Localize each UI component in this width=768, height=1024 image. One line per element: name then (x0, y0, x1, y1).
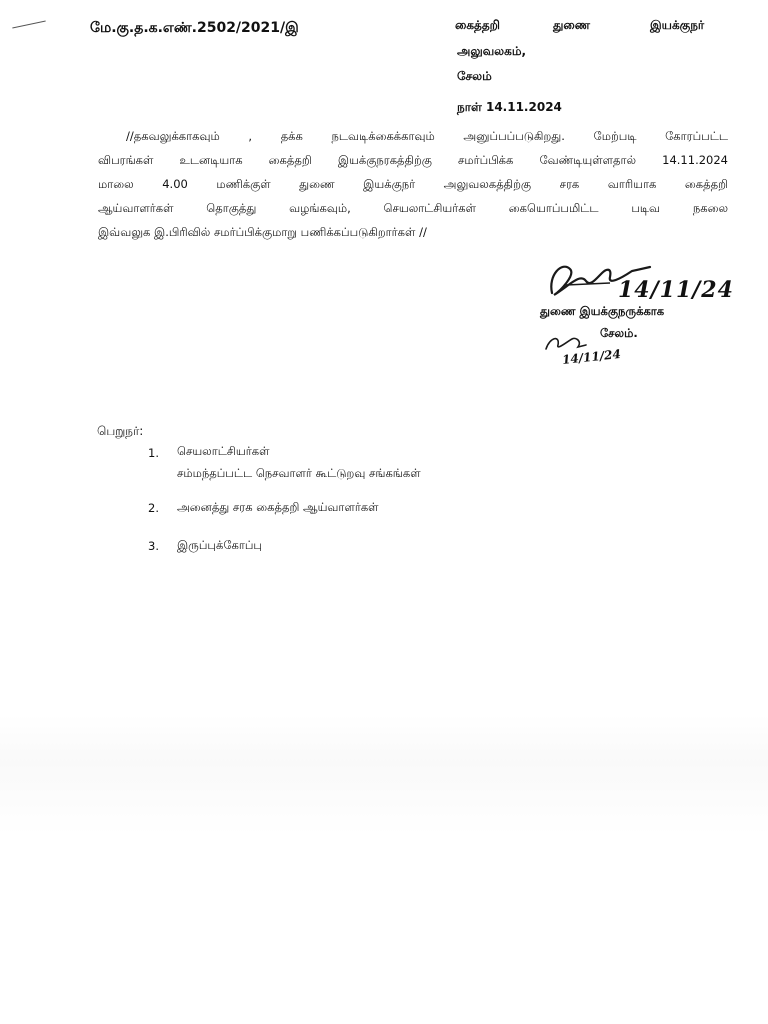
initial-date: 14/11/24 (561, 346, 622, 368)
scan-artifact (0, 715, 768, 835)
body-line: விபரங்கள் உடனடியாக கைத்தறி இயக்குநரகத்திற்கு சமர்ப்பிக்க வேண்டியுள்ளதால் 14.11.2024 (98, 153, 728, 167)
recipients-label: பெறுநர்: (97, 424, 144, 438)
recipient-number: 2. (148, 501, 159, 515)
recipient-number: 3. (148, 539, 159, 553)
office-line-2: அலுவலகம், (457, 44, 527, 58)
recipient-line: செயலாட்சியர்கள் (177, 444, 270, 458)
body-paragraph (98, 124, 728, 244)
office-word-1: கைத்தறி (455, 18, 500, 32)
signature-block (520, 255, 734, 375)
margin-mark (12, 20, 45, 28)
body-line: //தகவலுக்காகவும் , தக்க நடவடிக்கைக்காவும் அனுப்பப்படுகிறது. மேற்படி கோரப்பட்ட (126, 129, 728, 143)
office-city: சேலம் (457, 69, 492, 83)
body-line: மாலை 4.00 மணிக்குள் துணை இயக்குநர் அலுவலகத்திற்கு சரக வாரியாக கைத்தறி (98, 177, 728, 191)
body-line: ஆய்வாளர்கள் தொகுத்து வழங்கவும், செயலாட்சியர்கள் கையொப்பமிட்ட படிவ நகலை (98, 201, 728, 215)
reference-number: மே.கு.த.க.எண்.2502/2021/இ (90, 20, 299, 36)
office-word-3: இயக்குநர் (650, 18, 705, 32)
recipient-line: இருப்புக்கோப்பு (177, 538, 262, 552)
body-line: இவ்வலுக இ.பிரிவில் சமர்ப்பிக்குமாறு பணிக்கப்படுகிறார்கள் // (98, 225, 427, 239)
recipient-number: 1. (148, 446, 159, 460)
signature-designation: துணை இயக்குநருக்காக (540, 304, 665, 318)
document-date: நாள் 14.11.2024 (457, 100, 562, 114)
office-word-2: துணை (553, 18, 591, 32)
recipient-line: அனைத்து சரக கைத்தறி ஆய்வாளர்கள் (177, 500, 379, 514)
signature-place: சேலம். (600, 326, 638, 340)
recipient-line: சம்மந்தப்பட்ட நெசவாளர் கூட்டுறவு சங்கங்கள் (177, 466, 421, 480)
signature-date: 14/11/24 (618, 277, 734, 303)
